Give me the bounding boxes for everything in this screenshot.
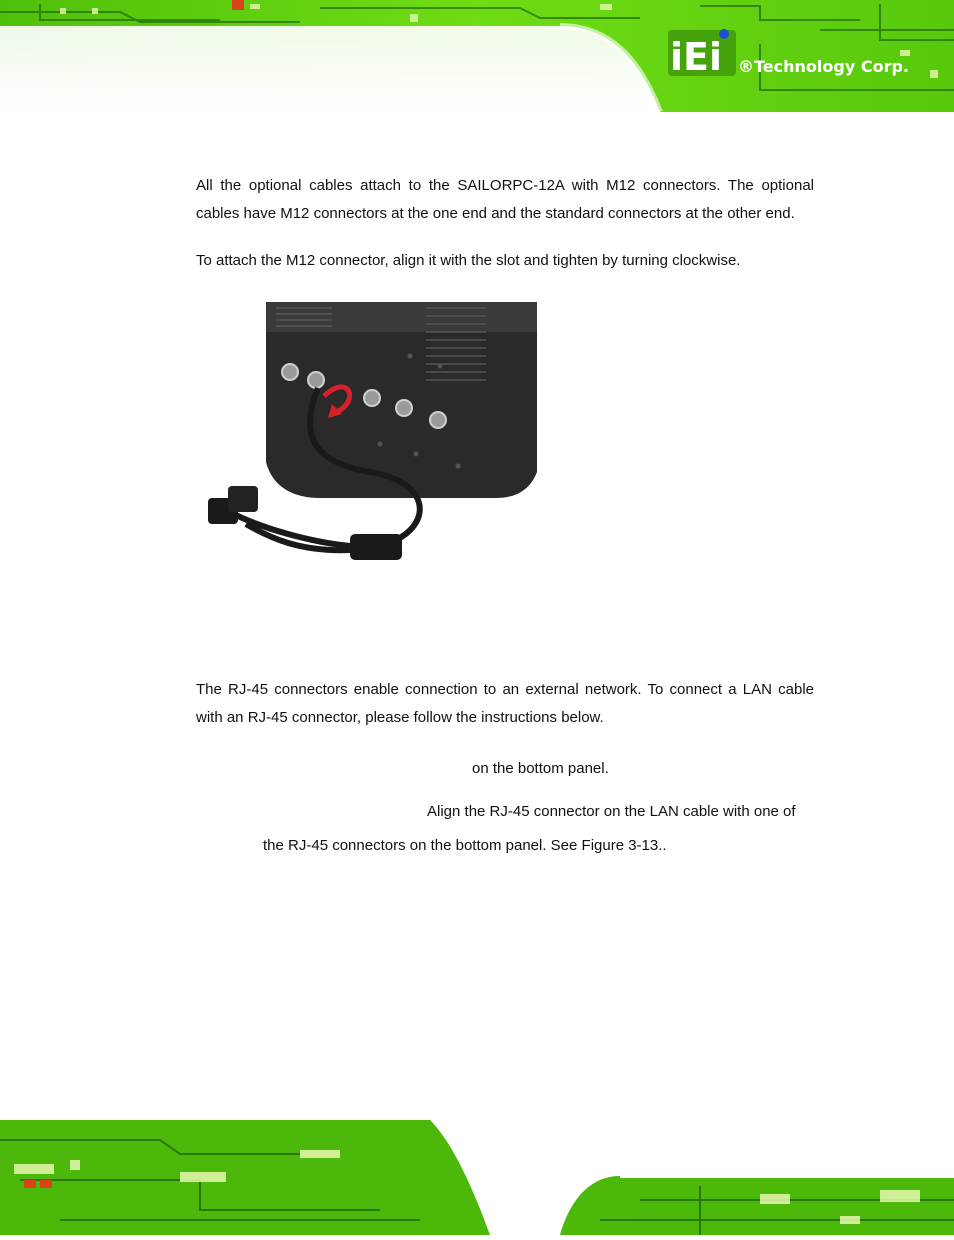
lan-intro-paragraph: The RJ-45 connectors enable connection to an external network. To connect a LAN cable with an RJ-45 connector, please follow the instructions below. bbox=[196, 681, 814, 726]
m12-connection-photo bbox=[200, 302, 540, 574]
lan-step2-line1: Align the RJ-45 connector on the LAN cable with one of bbox=[427, 803, 796, 820]
lan-step1-text: on the bottom panel. bbox=[472, 760, 609, 777]
page-header-banner bbox=[0, 0, 954, 112]
pcb-footer-graphic bbox=[0, 1120, 954, 1235]
m12-attach-instruction: To attach the M12 connector, align it with the slot and tighten by turning clockwise. bbox=[196, 252, 741, 269]
lan-step2-line2: the RJ-45 connectors on the bottom panel. See Figure 3-13.. bbox=[263, 837, 667, 854]
m12-cable-connection-photo-icon bbox=[200, 302, 540, 574]
company-name: ®Technology Corp. bbox=[738, 57, 909, 76]
page-footer-banner bbox=[0, 1120, 954, 1235]
pcb-header-graphic bbox=[0, 0, 954, 112]
m12-intro-paragraph: All the optional cables attach to the SAILORPC-12A with M12 connectors. The optional cables have M12 connectors at the one end and the standard connectors at the other end. bbox=[196, 177, 814, 222]
logo-mark: iEi bbox=[670, 35, 723, 79]
